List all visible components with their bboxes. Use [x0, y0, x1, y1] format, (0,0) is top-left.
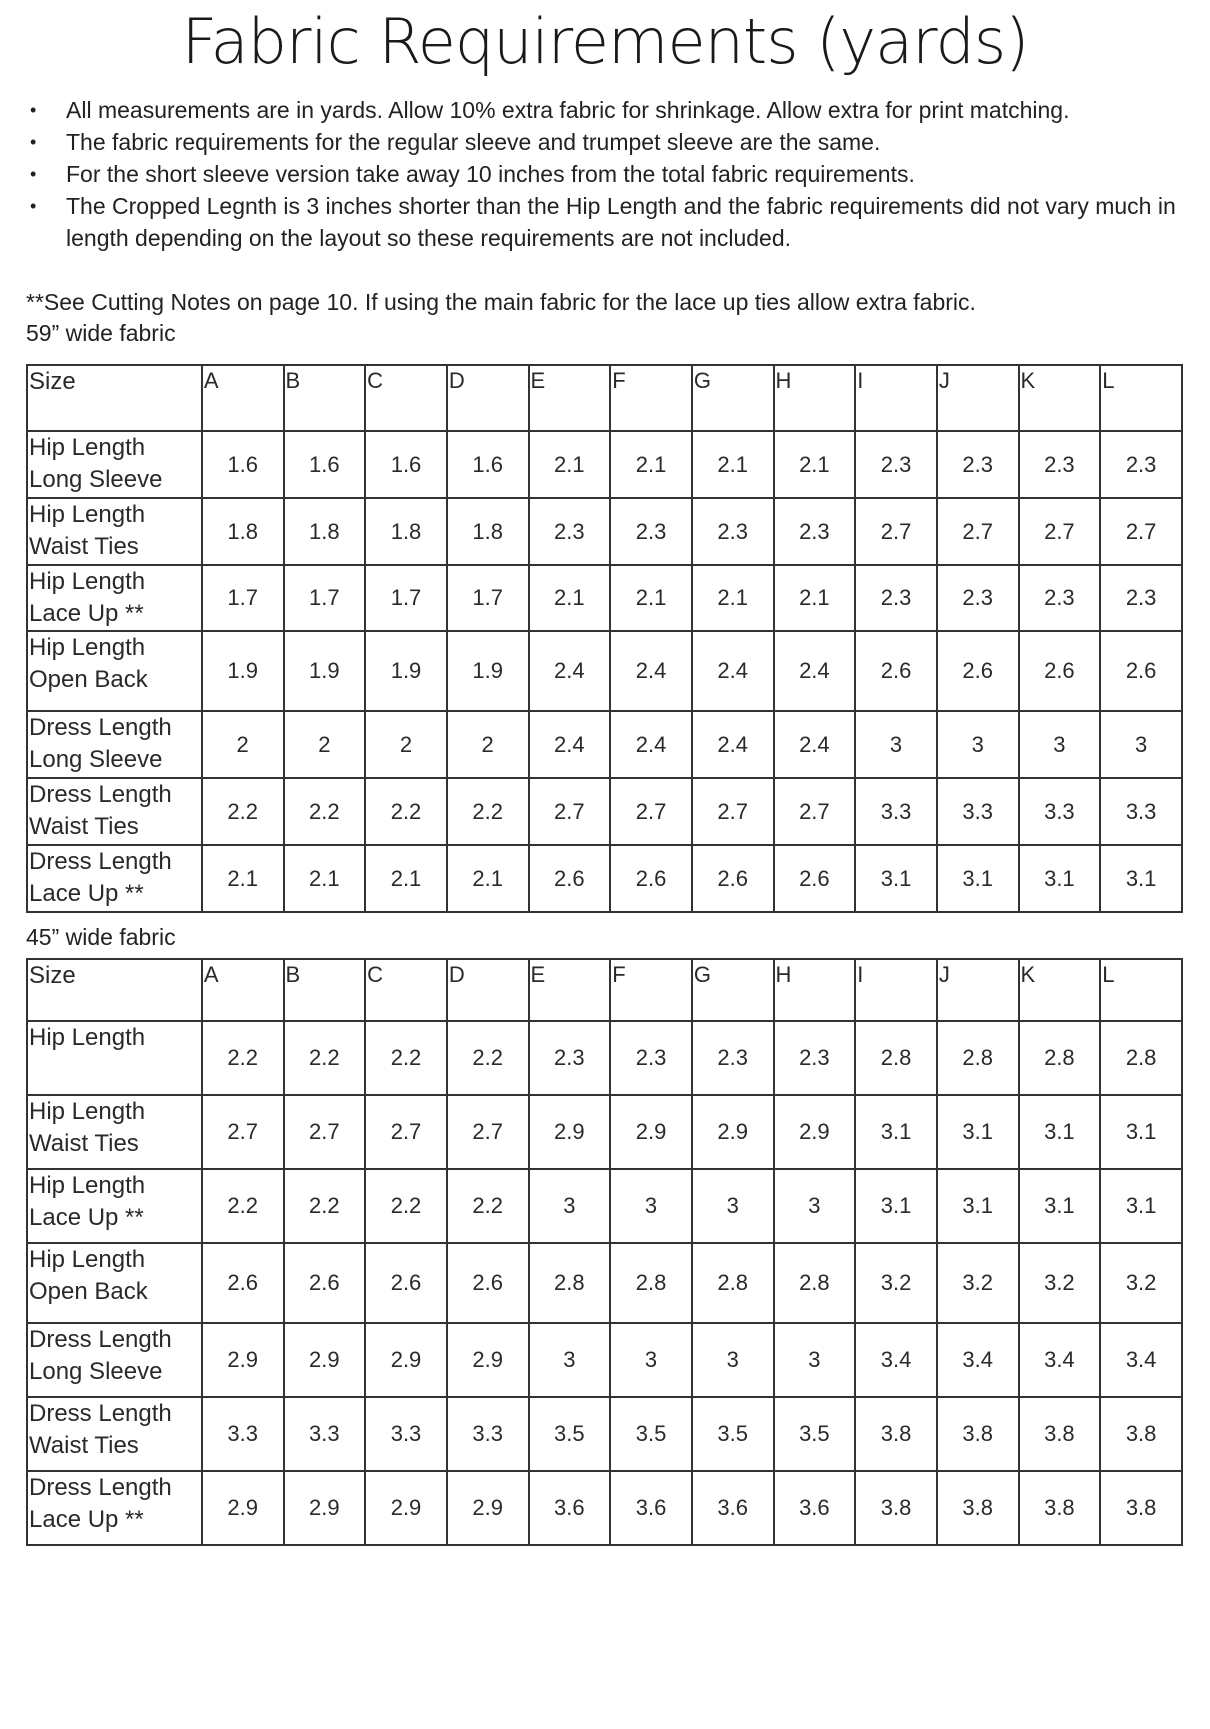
row-label-cell [27, 1169, 202, 1243]
yardage-cell: 2.1 [610, 565, 692, 631]
yardage-cell: 3.4 [1100, 1323, 1182, 1397]
note-text: All measurements are in yards. Allow 10% extra fabric for shrinkage. Allow extra for print matching. [66, 97, 1070, 123]
row-label-line: Dress Length [29, 848, 172, 875]
yardage-cell: 2.9 [774, 1095, 856, 1169]
yardage-cell: 2.2 [365, 778, 447, 845]
size-column-header: H [774, 959, 856, 1021]
row-label-line: Hip Length [29, 1246, 146, 1273]
row-label-cell [27, 1021, 202, 1095]
yardage-cell: 2.3 [1100, 431, 1182, 498]
yardage-cell: 2.2 [202, 1021, 284, 1095]
yardage-cell: 2.8 [529, 1243, 611, 1323]
bullet-icon: • [30, 196, 37, 216]
bullet-icon: • [30, 100, 37, 120]
yardage-cell: 2.9 [284, 1323, 366, 1397]
yardage-cell: 2.9 [365, 1323, 447, 1397]
yardage-cell: 2.2 [202, 1169, 284, 1243]
size-column-header: D [447, 959, 529, 1021]
yardage-cell: 2.3 [1100, 565, 1182, 631]
yardage-cell: 3.1 [1019, 1095, 1101, 1169]
table-row [27, 565, 1182, 631]
row-label-line: Open Back [29, 666, 148, 693]
yardage-cell: 2.7 [202, 1095, 284, 1169]
row-label-cell [27, 711, 202, 778]
yardage-cell: 2.6 [1100, 631, 1182, 711]
yardage-cell: 3.8 [1100, 1397, 1182, 1471]
row-label-line: Waist Ties [29, 1130, 139, 1157]
yardage-cell: 3.2 [937, 1243, 1019, 1323]
row-label-cell [27, 431, 202, 498]
yardage-cell: 3.2 [1100, 1243, 1182, 1323]
yardage-cell: 2.3 [937, 431, 1019, 498]
note-text: The Cropped Legnth is 3 inches shorter than the Hip Length and the fabric requirements did not vary much in length depending on the layout so these requirements are not included. [66, 193, 1176, 251]
yardage-cell: 2.4 [610, 631, 692, 711]
section-label-59-wide: 59” wide fabric [26, 320, 176, 346]
yardage-cell: 2.7 [610, 778, 692, 845]
yardage-cell: 2.8 [1100, 1021, 1182, 1095]
table-header-row [27, 959, 1182, 1021]
row-label-line: Lace Up ** [29, 1506, 144, 1533]
row-label-cell [27, 1471, 202, 1545]
yardage-cell: 2.6 [937, 631, 1019, 711]
note-item [0, 190, 1176, 254]
table-row [27, 1243, 1182, 1323]
yardage-cell: 3.3 [1019, 778, 1101, 845]
row-label-line: Lace Up ** [29, 600, 144, 627]
yardage-cell: 2.3 [855, 431, 937, 498]
yardage-cell: 1.9 [365, 631, 447, 711]
row-label-line: Dress Length [29, 1474, 172, 1501]
yardage-cell: 3.1 [1019, 1169, 1101, 1243]
table-row [27, 711, 1182, 778]
yardage-cell: 2.6 [447, 1243, 529, 1323]
yardage-cell: 3.1 [855, 845, 937, 912]
yardage-cell: 3.3 [937, 778, 1019, 845]
row-label-line: Dress Length [29, 714, 172, 741]
yardage-cell: 2.7 [855, 498, 937, 565]
yardage-cell: 2.9 [610, 1095, 692, 1169]
size-column-header: F [610, 959, 692, 1021]
yardage-cell: 1.8 [447, 498, 529, 565]
table-row [27, 431, 1182, 498]
yardage-cell: 2.2 [284, 1169, 366, 1243]
yardage-cell: 3.1 [1100, 1095, 1182, 1169]
yardage-cell: 3 [1019, 711, 1101, 778]
yardage-cell: 3 [1100, 711, 1182, 778]
row-label-line: Waist Ties [29, 1432, 139, 1459]
yardage-cell: 2.6 [610, 845, 692, 912]
yardage-cell: 3.5 [774, 1397, 856, 1471]
row-label-line: Long Sleeve [29, 746, 163, 773]
yardage-cell: 3.3 [447, 1397, 529, 1471]
yardage-cell: 2.7 [365, 1095, 447, 1169]
size-column-header: F [610, 365, 692, 431]
yardage-cell: 2.8 [1019, 1021, 1101, 1095]
yardage-cell: 1.7 [202, 565, 284, 631]
bullet-icon: • [30, 164, 37, 184]
yardage-cell: 2.8 [692, 1243, 774, 1323]
yardage-cell: 2.4 [774, 711, 856, 778]
yardage-cell: 3.4 [937, 1323, 1019, 1397]
yardage-cell: 2.7 [284, 1095, 366, 1169]
yardage-cell: 2.7 [774, 778, 856, 845]
row-label-line: Long Sleeve [29, 1358, 163, 1385]
yardage-cell: 2.3 [1019, 565, 1101, 631]
page-title: Fabric Requirements (yards) [181, 5, 1029, 78]
yardage-cell: 2.2 [284, 1021, 366, 1095]
yardage-cell: 2.6 [1019, 631, 1101, 711]
size-column-header: I [855, 365, 937, 431]
yardage-cell: 2.9 [365, 1471, 447, 1545]
row-label-line: Hip Length [29, 634, 146, 661]
note-text: The fabric requirements for the regular sleeve and trumpet sleeve are the same. [66, 129, 881, 155]
yardage-cell: 2.3 [529, 1021, 611, 1095]
table-row [27, 1323, 1182, 1397]
yardage-cell: 2.8 [610, 1243, 692, 1323]
yardage-cell: 2.3 [610, 1021, 692, 1095]
row-label-line: Dress Length [29, 781, 172, 808]
yardage-cell: 2.1 [774, 431, 856, 498]
row-label-cell [27, 845, 202, 912]
yardage-cell: 2.6 [365, 1243, 447, 1323]
yardage-cell: 3 [529, 1323, 611, 1397]
yardage-cell: 2.9 [202, 1323, 284, 1397]
yardage-cell: 2.2 [365, 1021, 447, 1095]
yardage-cell: 2.2 [447, 778, 529, 845]
yardage-cell: 2.2 [447, 1169, 529, 1243]
yardage-cell: 3.1 [937, 1169, 1019, 1243]
yardage-cell: 3.3 [365, 1397, 447, 1471]
yardage-cell: 2.2 [365, 1169, 447, 1243]
row-label-cell [27, 1095, 202, 1169]
yardage-cell: 2.6 [202, 1243, 284, 1323]
yardage-cell: 2.6 [529, 845, 611, 912]
yardage-cell: 3 [855, 711, 937, 778]
yardage-cell: 3.4 [855, 1323, 937, 1397]
yardage-cell: 3.8 [1019, 1471, 1101, 1545]
yardage-cell: 3.8 [1019, 1397, 1101, 1471]
row-label-cell [27, 778, 202, 845]
yardage-cell: 3 [529, 1169, 611, 1243]
yardage-cell: 2.1 [692, 431, 774, 498]
yardage-cell: 2.3 [610, 498, 692, 565]
size-column-header: E [529, 959, 611, 1021]
note-text: For the short sleeve version take away 10 inches from the total fabric requirements. [66, 161, 915, 187]
yardage-cell: 2.8 [774, 1243, 856, 1323]
row-label-line: Open Back [29, 1278, 148, 1305]
row-label-line: Hip Length [29, 1172, 146, 1199]
yardage-cell: 3.1 [1100, 1169, 1182, 1243]
note-item [0, 158, 1176, 190]
yardage-cell: 2.4 [529, 711, 611, 778]
yardage-cell: 1.6 [284, 431, 366, 498]
yardage-cell: 2.3 [692, 498, 774, 565]
yardage-cell: 3.3 [855, 778, 937, 845]
yardage-cell: 3.8 [855, 1397, 937, 1471]
yardage-cell: 1.8 [202, 498, 284, 565]
size-column-header: K [1019, 365, 1101, 431]
yardage-cell: 2.1 [447, 845, 529, 912]
row-label-line: Waist Ties [29, 813, 139, 840]
table-row [27, 1169, 1182, 1243]
size-column-header: A [202, 365, 284, 431]
table-row [27, 631, 1182, 711]
yardage-cell: 3.8 [855, 1471, 937, 1545]
size-column-header: L [1100, 365, 1182, 431]
yardage-cell: 3.2 [855, 1243, 937, 1323]
notes-list [0, 94, 1200, 254]
yardage-cell: 2.1 [529, 565, 611, 631]
bullet-icon: • [30, 132, 37, 152]
yardage-cell: 2.2 [202, 778, 284, 845]
yardage-cell: 2.9 [284, 1471, 366, 1545]
yardage-cell: 2.3 [937, 565, 1019, 631]
note-item [0, 126, 1176, 158]
yardage-cell: 2 [202, 711, 284, 778]
size-header-cell: Size [27, 959, 202, 1021]
yardage-cell: 3.6 [529, 1471, 611, 1545]
yardage-cell: 3 [692, 1323, 774, 1397]
yardage-cell: 2.4 [692, 711, 774, 778]
yardage-cell: 2.1 [365, 845, 447, 912]
size-column-header: L [1100, 959, 1182, 1021]
yardage-cell: 2.3 [774, 1021, 856, 1095]
yardage-cell: 1.6 [447, 431, 529, 498]
yardage-cell: 3 [937, 711, 1019, 778]
table-row [27, 1021, 1182, 1095]
size-header-cell: Size [27, 365, 202, 431]
yardage-cell: 3.1 [937, 1095, 1019, 1169]
yardage-cell: 2.7 [1019, 498, 1101, 565]
yardage-cell: 3.1 [1100, 845, 1182, 912]
yardage-cell: 3 [610, 1323, 692, 1397]
yardage-cell: 2.3 [855, 565, 937, 631]
yardage-cell: 3.6 [610, 1471, 692, 1545]
size-column-header: G [692, 365, 774, 431]
size-column-header: J [937, 365, 1019, 431]
yardage-cell: 2.7 [692, 778, 774, 845]
note-item [0, 94, 1176, 126]
yardage-cell: 2.4 [610, 711, 692, 778]
row-label-cell [27, 565, 202, 631]
yardage-cell: 3.1 [1019, 845, 1101, 912]
fabric-table-59-wide [26, 364, 1183, 913]
row-label-cell [27, 1243, 202, 1323]
yardage-cell: 1.9 [447, 631, 529, 711]
table-row [27, 1397, 1182, 1471]
yardage-cell: 2.7 [447, 1095, 529, 1169]
yardage-cell: 3.1 [855, 1095, 937, 1169]
yardage-cell: 2.1 [610, 431, 692, 498]
yardage-cell: 2.7 [529, 778, 611, 845]
yardage-cell: 2.9 [202, 1471, 284, 1545]
size-column-header: A [202, 959, 284, 1021]
row-label-cell [27, 631, 202, 711]
yardage-cell: 2.9 [447, 1471, 529, 1545]
row-label-line: Hip Length [29, 501, 146, 528]
table-row [27, 1471, 1182, 1545]
row-label-line: Long Sleeve [29, 466, 163, 493]
yardage-cell: 3 [774, 1323, 856, 1397]
size-column-header: B [284, 365, 366, 431]
table-row [27, 845, 1182, 912]
yardage-cell: 1.8 [284, 498, 366, 565]
yardage-cell: 3.3 [1100, 778, 1182, 845]
table-row [27, 1095, 1182, 1169]
row-label-line: Lace Up ** [29, 880, 144, 907]
yardage-cell: 2.4 [774, 631, 856, 711]
yardage-cell: 3.5 [692, 1397, 774, 1471]
yardage-cell: 3 [692, 1169, 774, 1243]
size-column-header: C [365, 959, 447, 1021]
yardage-cell: 1.9 [202, 631, 284, 711]
row-label-line: Hip Length [29, 1024, 146, 1051]
size-column-header: C [365, 365, 447, 431]
row-label-line: Dress Length [29, 1326, 172, 1353]
yardage-cell: 2 [284, 711, 366, 778]
yardage-cell: 1.7 [284, 565, 366, 631]
size-column-header: K [1019, 959, 1101, 1021]
yardage-cell: 2.4 [692, 631, 774, 711]
yardage-cell: 3.2 [1019, 1243, 1101, 1323]
yardage-cell: 2.6 [284, 1243, 366, 1323]
yardage-cell: 2 [447, 711, 529, 778]
yardage-cell: 2.1 [692, 565, 774, 631]
yardage-cell: 3 [774, 1169, 856, 1243]
yardage-cell: 3.8 [1100, 1471, 1182, 1545]
yardage-cell: 2.6 [855, 631, 937, 711]
yardage-cell: 3.4 [1019, 1323, 1101, 1397]
yardage-cell: 1.7 [365, 565, 447, 631]
row-label-cell [27, 1397, 202, 1471]
yardage-cell: 2.8 [937, 1021, 1019, 1095]
section-label-45-wide: 45” wide fabric [26, 924, 176, 950]
yardage-cell: 3.8 [937, 1397, 1019, 1471]
yardage-cell: 2 [365, 711, 447, 778]
yardage-cell: 3.3 [202, 1397, 284, 1471]
yardage-cell: 2.1 [202, 845, 284, 912]
row-label-line: Dress Length [29, 1400, 172, 1427]
yardage-cell: 3.5 [610, 1397, 692, 1471]
yardage-cell: 2.3 [1019, 431, 1101, 498]
yardage-cell: 3 [610, 1169, 692, 1243]
size-column-header: E [529, 365, 611, 431]
table-row [27, 498, 1182, 565]
yardage-cell: 3.6 [692, 1471, 774, 1545]
yardage-cell: 2.3 [529, 498, 611, 565]
yardage-cell: 3.5 [529, 1397, 611, 1471]
yardage-cell: 3.6 [774, 1471, 856, 1545]
table-row [27, 778, 1182, 845]
yardage-cell: 2.4 [529, 631, 611, 711]
row-label-line: Lace Up ** [29, 1204, 144, 1231]
size-column-header: D [447, 365, 529, 431]
yardage-cell: 2.9 [529, 1095, 611, 1169]
yardage-cell: 1.6 [365, 431, 447, 498]
row-label-cell [27, 1323, 202, 1397]
row-label-line: Hip Length [29, 568, 146, 595]
table-header-row [27, 365, 1182, 431]
fabric-table-45-wide [26, 958, 1183, 1546]
yardage-cell: 3.1 [937, 845, 1019, 912]
yardage-cell: 3.3 [284, 1397, 366, 1471]
yardage-cell: 2.9 [447, 1323, 529, 1397]
yardage-cell: 1.8 [365, 498, 447, 565]
yardage-cell: 2.9 [692, 1095, 774, 1169]
row-label-line: Waist Ties [29, 533, 139, 560]
yardage-cell: 3.1 [855, 1169, 937, 1243]
yardage-cell: 2.7 [937, 498, 1019, 565]
yardage-cell: 2.6 [774, 845, 856, 912]
size-column-header: G [692, 959, 774, 1021]
yardage-cell: 1.9 [284, 631, 366, 711]
size-column-header: I [855, 959, 937, 1021]
yardage-cell: 1.6 [202, 431, 284, 498]
row-label-cell [27, 498, 202, 565]
row-label-line: Hip Length [29, 1098, 146, 1125]
yardage-cell: 2.1 [774, 565, 856, 631]
cutting-notes-footnote: **See Cutting Notes on page 10. If using the main fabric for the lace up ties allow extra fabric. [26, 289, 976, 315]
size-column-header: H [774, 365, 856, 431]
yardage-cell: 2.3 [774, 498, 856, 565]
yardage-cell: 2.1 [284, 845, 366, 912]
yardage-cell: 3.8 [937, 1471, 1019, 1545]
row-label-line: Hip Length [29, 434, 146, 461]
yardage-cell: 2.1 [529, 431, 611, 498]
yardage-cell: 2.8 [855, 1021, 937, 1095]
yardage-cell: 2.7 [1100, 498, 1182, 565]
yardage-cell: 2.2 [284, 778, 366, 845]
yardage-cell: 2.6 [692, 845, 774, 912]
yardage-cell: 1.7 [447, 565, 529, 631]
yardage-cell: 2.2 [447, 1021, 529, 1095]
yardage-cell: 2.3 [692, 1021, 774, 1095]
size-column-header: B [284, 959, 366, 1021]
size-column-header: J [937, 959, 1019, 1021]
